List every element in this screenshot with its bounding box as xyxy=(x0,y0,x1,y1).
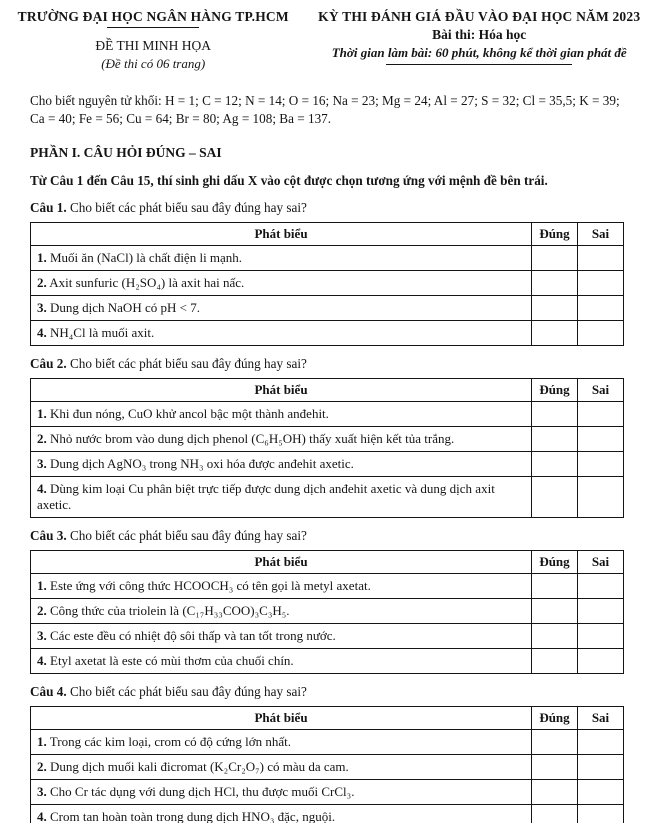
statement-number: 3. xyxy=(37,628,47,643)
part1-instruction: Từ Câu 1 đến Câu 15, thí sinh ghi dấu X vào cột được chọn tương ứng với mệnh đề bên trái. xyxy=(30,173,548,188)
column-header-false: Sai xyxy=(578,223,624,246)
answer-cell-false[interactable] xyxy=(578,427,624,452)
statement-cell xyxy=(31,780,532,805)
table-row xyxy=(31,780,624,805)
answer-cell-true[interactable] xyxy=(532,805,578,823)
column-header-statement: Phát biểu xyxy=(31,707,532,730)
question-prompt xyxy=(30,355,624,373)
statement-cell xyxy=(31,321,532,346)
answer-cell-false[interactable] xyxy=(578,755,624,780)
statement-text: Nhỏ nước brom vào dung dịch phenol (C₆H₅OH) thấy xuất hiện kết tủa trắng. xyxy=(50,431,455,446)
atomic-masses-note: Cho biết nguyên tử khối: H = 1; C = 12; N = 14; O = 16; Na = 23; Mg = 24; Al = 27; S = 32; Cl = 35,5; K = 39; Ca = 40; Fe = 56; Cu = 64; Br = 80; Ag = 108; Ba = 137. xyxy=(30,93,620,126)
answer-cell-true[interactable] xyxy=(532,574,578,599)
answer-cell-true[interactable] xyxy=(532,271,578,296)
statement-number: 3. xyxy=(37,784,47,799)
table-row xyxy=(31,296,624,321)
header-right-rule xyxy=(386,64,572,65)
statement-number: 1. xyxy=(37,578,47,593)
table-row xyxy=(31,402,624,427)
answer-cell-false[interactable] xyxy=(578,271,624,296)
question-block-3 xyxy=(30,527,624,674)
statement-text: Cho Cr tác dụng với dung dịch HCl, thu được muối CrCl₃. xyxy=(50,784,355,799)
question-prompt xyxy=(30,527,624,545)
answer-cell-true[interactable] xyxy=(532,246,578,271)
answer-cell-false[interactable] xyxy=(578,730,624,755)
statement-number: 2. xyxy=(37,603,47,618)
question-prompt xyxy=(30,199,624,217)
table-row xyxy=(31,246,624,271)
question-prompt xyxy=(30,683,624,701)
page-header xyxy=(0,0,652,72)
column-header-true: Đúng xyxy=(532,707,578,730)
question-label: Câu 1. xyxy=(30,200,67,215)
answer-cell-false[interactable] xyxy=(578,402,624,427)
table-header-row xyxy=(31,707,624,730)
statement-text: NH₄Cl là muối axit. xyxy=(50,325,155,340)
statement-number: 1. xyxy=(37,406,47,421)
statement-number: 4. xyxy=(37,481,47,496)
statement-cell xyxy=(31,624,532,649)
column-header-true: Đúng xyxy=(532,379,578,402)
statement-cell xyxy=(31,296,532,321)
statement-text: Dung dịch NaOH có pH < 7. xyxy=(50,300,200,315)
statement-cell xyxy=(31,649,532,674)
statement-text: Khi đun nóng, CuO khử ancol bậc một thành anđehit. xyxy=(50,406,329,421)
exam-subject: Bài thi: Hóa học xyxy=(432,27,527,42)
exam-duration: Thời gian làm bài: 60 phút, không kể thời gian phát đề xyxy=(331,45,627,60)
table-header-row xyxy=(31,379,624,402)
answer-cell-false[interactable] xyxy=(578,599,624,624)
column-header-true: Đúng xyxy=(532,551,578,574)
statement-cell xyxy=(31,805,532,823)
question-block-2 xyxy=(30,355,624,518)
exam-title: KỲ THI ĐÁNH GIÁ ĐẦU VÀO ĐẠI HỌC NĂM 2023 xyxy=(318,9,641,24)
question-block-1 xyxy=(30,199,624,346)
statement-text: Muối ăn (NaCl) là chất điện li mạnh. xyxy=(50,250,243,265)
statement-cell xyxy=(31,452,532,477)
table-row xyxy=(31,271,624,296)
answer-cell-false[interactable] xyxy=(578,246,624,271)
true-false-table xyxy=(30,550,624,674)
question-prompt-text: Cho biết các phát biểu sau đây đúng hay sai? xyxy=(69,528,307,543)
statement-number: 2. xyxy=(37,275,47,290)
statement-text: Este ứng với công thức HCOOCH₃ có tên gọi là metyl axetat. xyxy=(50,578,371,593)
part1-title: PHẦN I. CÂU HỎI ĐÚNG – SAI xyxy=(30,145,222,160)
statement-number: 1. xyxy=(37,250,47,265)
page-content xyxy=(0,92,652,823)
answer-cell-false[interactable] xyxy=(578,780,624,805)
header-exam-block xyxy=(306,8,652,72)
table-row xyxy=(31,755,624,780)
statement-cell xyxy=(31,246,532,271)
table-row xyxy=(31,452,624,477)
answer-cell-true[interactable] xyxy=(532,649,578,674)
table-header-row xyxy=(31,551,624,574)
question-prompt-text: Cho biết các phát biểu sau đây đúng hay sai? xyxy=(69,356,307,371)
table-row xyxy=(31,730,624,755)
answer-cell-true[interactable] xyxy=(532,477,578,518)
statement-cell xyxy=(31,730,532,755)
table-row xyxy=(31,574,624,599)
question-label: Câu 3. xyxy=(30,528,67,543)
answer-cell-false[interactable] xyxy=(578,649,624,674)
answer-cell-true[interactable] xyxy=(532,730,578,755)
statement-cell xyxy=(31,271,532,296)
answer-cell-true[interactable] xyxy=(532,755,578,780)
table-row xyxy=(31,649,624,674)
statement-text: Công thức của triolein là (C₁₇H₃₃COO)₃C₃H₅. xyxy=(50,603,290,618)
column-header-statement: Phát biểu xyxy=(31,379,532,402)
question-label: Câu 2. xyxy=(30,356,67,371)
answer-cell-true[interactable] xyxy=(532,427,578,452)
statement-text: Các este đều có nhiệt độ sôi thấp và tan tốt trong nước. xyxy=(50,628,336,643)
column-header-true: Đúng xyxy=(532,223,578,246)
answer-cell-true[interactable] xyxy=(532,296,578,321)
column-header-false: Sai xyxy=(578,379,624,402)
column-header-statement: Phát biểu xyxy=(31,223,532,246)
exam-type: ĐỀ THI MINH HỌA xyxy=(95,38,212,53)
statement-text: Axit sunfuric (H₂SO₄) là axit hai nấc. xyxy=(49,275,245,290)
table-row xyxy=(31,427,624,452)
answer-cell-true[interactable] xyxy=(532,402,578,427)
statement-cell xyxy=(31,755,532,780)
answer-cell-true[interactable] xyxy=(532,780,578,805)
table-row xyxy=(31,599,624,624)
statement-number: 2. xyxy=(37,431,47,446)
table-row xyxy=(31,321,624,346)
column-header-statement: Phát biểu xyxy=(31,551,532,574)
answer-cell-true[interactable] xyxy=(532,599,578,624)
statement-text: Dùng kim loại Cu phân biệt trực tiếp được dung dịch anđehit axetic và dung dịch axit axetic. xyxy=(37,481,495,512)
header-left-rule xyxy=(107,27,199,28)
answer-cell-false[interactable] xyxy=(578,574,624,599)
table-row xyxy=(31,624,624,649)
statement-cell xyxy=(31,402,532,427)
true-false-table xyxy=(30,706,624,823)
answer-cell-true[interactable] xyxy=(532,321,578,346)
statement-cell xyxy=(31,574,532,599)
answer-cell-true[interactable] xyxy=(532,624,578,649)
statement-number: 3. xyxy=(37,456,47,471)
table-row xyxy=(31,805,624,823)
column-header-false: Sai xyxy=(578,707,624,730)
table-row xyxy=(31,477,624,518)
question-prompt-text: Cho biết các phát biểu sau đây đúng hay sai? xyxy=(69,684,307,699)
statement-cell xyxy=(31,599,532,624)
statement-number: 4. xyxy=(37,809,47,823)
statement-cell xyxy=(31,427,532,452)
table-header-row xyxy=(31,223,624,246)
school-name: TRƯỜNG ĐẠI HỌC NGÂN HÀNG TP.HCM xyxy=(17,9,289,24)
answer-cell-false[interactable] xyxy=(578,321,624,346)
answer-cell-false[interactable] xyxy=(578,805,624,823)
statement-text: Crom tan hoàn toàn trong dung dịch HNO₃ đặc, nguội. xyxy=(50,809,336,823)
statement-text: Dung dịch AgNO₃ trong NH₃ oxi hóa được anđehit axetic. xyxy=(50,456,354,471)
answer-cell-false[interactable] xyxy=(578,624,624,649)
statement-cell xyxy=(31,477,532,518)
statement-number: 1. xyxy=(37,734,47,749)
answer-cell-false[interactable] xyxy=(578,452,624,477)
answer-cell-false[interactable] xyxy=(578,296,624,321)
true-false-table xyxy=(30,222,624,346)
question-label: Câu 4. xyxy=(30,684,67,699)
column-header-false: Sai xyxy=(578,551,624,574)
statement-text: Etyl axetat là este có mùi thơm của chuối chín. xyxy=(50,653,294,668)
statement-number: 2. xyxy=(37,759,47,774)
statement-number: 4. xyxy=(37,653,47,668)
question-block-4 xyxy=(30,683,624,823)
question-prompt-text: Cho biết các phát biểu sau đây đúng hay sai? xyxy=(69,200,307,215)
true-false-table xyxy=(30,378,624,518)
header-school-block xyxy=(0,8,306,72)
page-count-note: (Đề thi có 06 trang) xyxy=(101,56,206,71)
answer-cell-false[interactable] xyxy=(578,477,624,518)
statement-number: 3. xyxy=(37,300,47,315)
answer-cell-true[interactable] xyxy=(532,452,578,477)
statement-number: 4. xyxy=(37,325,47,340)
statement-text: Trong các kim loại, crom có độ cứng lớn nhất. xyxy=(49,734,292,749)
statement-text: Dung dịch muối kali đicromat (K₂Cr₂O₇) có màu da cam. xyxy=(50,759,349,774)
